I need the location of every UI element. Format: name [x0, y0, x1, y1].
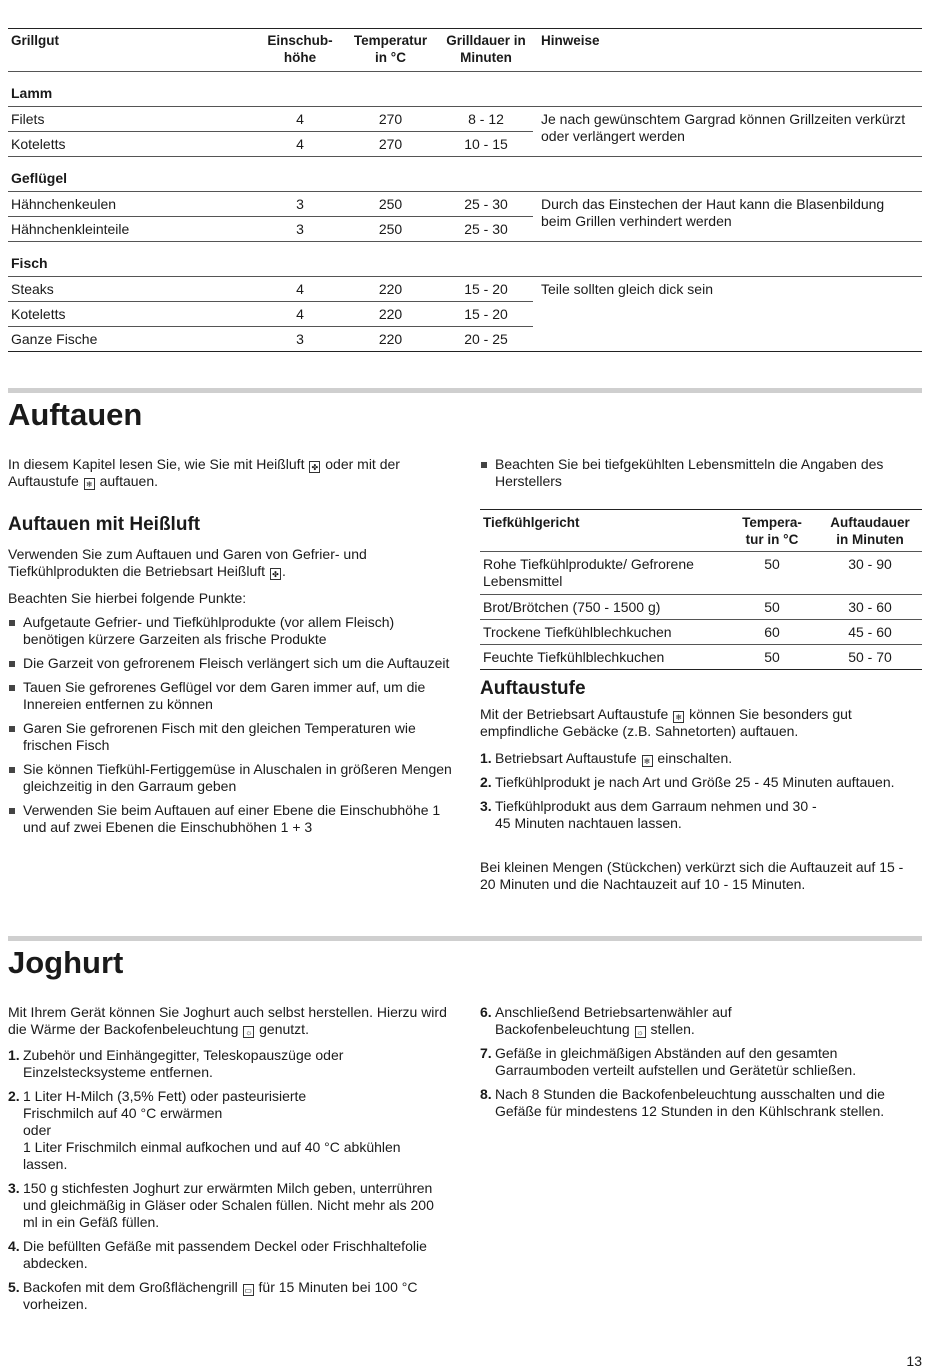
table-row: Rohe Tiefkühlprodukte/ Gefrorene Lebensmittel 50 30 - 90 [480, 552, 922, 595]
fan-icon: ✤ [270, 568, 281, 580]
list-item: Beachten Sie bei tiefgekühlten Lebensmitteln die Angaben des Herstellers [480, 456, 920, 490]
table-row: Brot/Brötchen (750 - 1500 g) 50 30 - 60 [480, 595, 922, 620]
table-row: Hähnchenkeulen 3 250 25 - 30 [8, 192, 533, 217]
section-divider [8, 388, 922, 393]
table-row: Hähnchenkleinteile 3 250 25 - 30 [8, 217, 922, 242]
list-item: 2. Tiefkühlprodukt je nach Art und Größe 25 - 45 Minuten auftauen. [480, 774, 895, 790]
joghurt-intro: Mit Ihrem Gerät können Sie Joghurt auch selbst herstellen. Hierzu wird die Wärme der Backofenbeleuchtung ☼ genutzt. [8, 1004, 447, 1037]
auftaustufe-note: Bei kleinen Mengen (Stückchen) verkürzt sich die Auftauzeit auf 15 - 20 Minuten und die Nachtauzeit auf 10 - 15 Minuten. [480, 859, 904, 892]
heissluft-paragraph: Verwenden Sie zum Auftauen und Garen von Gefrier- und Tiefkühlprodukten die Betriebsart Heißluft ✤ . [8, 546, 367, 579]
list-item: 8. Nach 8 Stunden die Backofenbeleuchtung ausschalten und die Gefäße für mindestens 12 Stunden in den Kühlschrank stellen. [480, 1086, 885, 1119]
table-row: Ganze Fische 3 220 20 - 25 [8, 327, 922, 352]
section-title-joghurt: Joghurt [8, 945, 124, 980]
group-note: Durch das Einstechen der Haut kann die Blasenbildung beim Grillen verhindert werden [541, 196, 885, 229]
list-item: 3. Tiefkühlprodukt aus dem Garraum nehmen und 30 - 45 Minuten nachtauen lassen. [480, 798, 817, 831]
table-row: Koteletts 4 220 15 - 20 [8, 302, 533, 327]
auftaustufe-paragraph: Mit der Betriebsart Auftaustufe ❄ können Sie besonders gut empfindliche Gebäcke (z.B. Sahnetorten) auftauen. [480, 706, 852, 739]
list-item: 6. Anschließend Betriebsartenwähler auf Backofenbeleuchtung ☼ stellen. [480, 1004, 732, 1037]
joghurt-steps-right [480, 1004, 915, 1127]
list-item: 3. 150 g stichfesten Joghurt zur erwärmten Milch geben, unterrühren und gleichmäßig in Gläser oder Schalen füllen. Nicht mehr als 200 ml in ein Gefäß füllen. [8, 1180, 434, 1230]
col-header-notes: Hinweise [541, 33, 600, 48]
heissluft-paragraph-2: Beachten Sie hierbei folgende Punkte: [8, 590, 247, 606]
group-fisch [8, 277, 922, 352]
joghurt-steps-left [8, 1047, 448, 1320]
table-row: Steaks 4 220 15 - 20 [8, 277, 533, 302]
defrost-table-header: Tiefkühlgericht Tempera- tur in °C Auftaudauer in Minuten [480, 509, 922, 552]
list-item: 1. Zubehör und Einhängegitter, Teleskopauszüge oder Einzelstecksysteme entfernen. [8, 1047, 344, 1080]
auftauen-right-bullets [480, 456, 920, 497]
subtitle-auftaustufe: Auftaustufe [480, 678, 586, 699]
list-item: Garen Sie gefrorenen Fisch mit den gleichen Temperaturen wie frischen Fisch [8, 720, 453, 754]
col-header-duration: Grilldauer in Minuten [446, 33, 526, 65]
list-item: Verwenden Sie beim Auftauen auf einer Ebene die Einschubhöhe 1 und auf zwei Ebenen die Einschubhöhen 1 + 3 [8, 802, 453, 836]
auftaustufe-steps [480, 750, 910, 839]
list-item: Die Garzeit von gefrorenem Fleisch verlängert sich um die Auftauzeit [8, 655, 453, 672]
list-item: 1. Betriebsart Auftaustufe ❄ einschalten. [480, 750, 733, 766]
table-row: Koteletts 4 270 10 - 15 [8, 132, 922, 157]
grill-icon: ▭ [244, 1286, 252, 1295]
col-header-temp: Temperatur in °C [353, 33, 428, 65]
section-divider [8, 936, 922, 941]
defrost-table [480, 509, 922, 670]
grill-table-header [8, 29, 922, 72]
fan-icon: ✤ [309, 461, 320, 473]
defrost-icon: ❄ [84, 478, 95, 490]
list-item: 2. 1 Liter H-Milch (3,5% Fett) oder pasteurisierte Frischmilch auf 40 °C erwärmen oder 1 Liter Frischmilch einmal aufkochen und auf 40 °C abkühlen lassen. [8, 1088, 401, 1172]
group-title: Geflügel [8, 157, 922, 192]
list-item: 5. Backofen mit dem Großflächengrill ▭ für 15 Minuten bei 100 °C vorheizen. [8, 1279, 418, 1312]
group-lamm [8, 107, 922, 157]
page-number: 13 [906, 1353, 922, 1369]
list-item: Sie können Tiefkühl-Fertiggemüse in Aluschalen in größeren Mengen gleichzeitig in den Garraum geben [8, 761, 453, 795]
group-title: Lamm [8, 72, 922, 107]
group-note: Je nach gewünschtem Gargrad können Grillzeiten verkürzt oder verlängert werden [541, 111, 906, 144]
list-item: 7. Gefäße in gleichmäßigen Abständen auf den gesamten Garraumboden verteilt aufstellen und Gerätetür schließen. [480, 1045, 857, 1078]
defrost-icon: ❄ [642, 755, 653, 767]
defrost-icon: ❄ [673, 711, 684, 723]
subtitle-heissluft: Auftauen mit Heißluft [8, 514, 201, 535]
grill-table [8, 28, 922, 352]
col-header-height: Einschub- höhe [267, 33, 333, 65]
col-header-food: Grillgut [11, 33, 59, 48]
table-row: Feuchte Tiefkühlblechkuchen 50 50 - 70 [480, 645, 922, 670]
list-item: 4. Die befüllten Gefäße mit passendem Deckel oder Frischhaltefolie abdecken. [8, 1238, 427, 1271]
auftauen-intro: In diesem Kapitel lesen Sie, wie Sie mit Heißluft ✤ oder mit der Auftaustufe ❄ auftauen. [8, 456, 400, 489]
heissluft-bullets [8, 614, 453, 843]
section-title-auftauen: Auftauen [8, 397, 143, 432]
group-note: Teile sollten gleich dick sein [541, 281, 713, 297]
lamp-icon: ☼ [636, 1028, 644, 1037]
table-row: Filets 4 270 8 - 12 [8, 107, 533, 132]
group-title: Fisch [8, 242, 922, 277]
list-item: Aufgetaute Gefrier- und Tiefkühlprodukte (vor allem Fleisch) benötigen kürzere Garzeiten als frische Produkte [8, 614, 453, 648]
lamp-icon: ☼ [245, 1028, 253, 1037]
group-gefluegel [8, 192, 922, 242]
list-item: Tauen Sie gefrorenes Geflügel vor dem Garen immer auf, um die Innereien entfernen zu können [8, 679, 453, 713]
table-row: Trockene Tiefkühlblechkuchen 60 45 - 60 [480, 620, 922, 645]
